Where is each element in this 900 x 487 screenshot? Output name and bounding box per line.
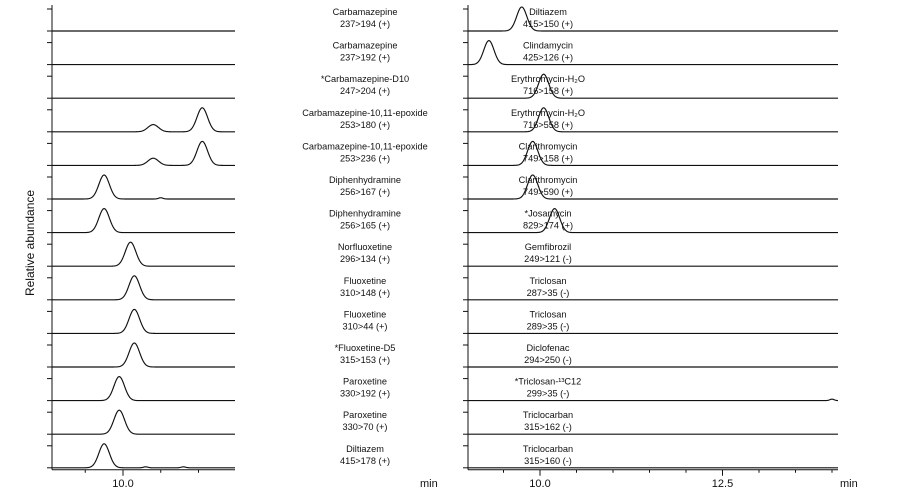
transition-label: 249>121 (-) — [524, 254, 572, 265]
right-panel — [463, 5, 858, 487]
compound-label: Erythromycin-H₂O — [510, 74, 586, 85]
transition-label: 256>165 (+) — [339, 220, 391, 231]
compound-label: Triclosan — [529, 309, 567, 320]
transition-label: 247>204 (+) — [339, 86, 391, 97]
compound-label: Norfluoxetine — [337, 242, 393, 253]
compound-label: Triclosan — [529, 275, 567, 286]
transition-label: 294>250 (-) — [524, 355, 572, 365]
transition-label: 287>35 (-) — [526, 287, 570, 298]
chromatogram-trace — [52, 444, 235, 468]
compound-label: Clarithromycin — [518, 141, 578, 152]
compound-label: Clindamycin — [522, 40, 574, 51]
transition-label: 716>158 (+) — [522, 86, 574, 97]
x-tick-label: 10.0 — [529, 477, 551, 487]
chromatogram-trace — [52, 108, 235, 132]
transition-label: 237>194 (+) — [339, 19, 391, 29]
compound-label: Clarithromycin — [518, 175, 578, 185]
compound-label: *Carbamazepine-D10 — [320, 74, 410, 85]
transition-label: 330>192 (+) — [339, 388, 391, 399]
transition-label: 296>134 (+) — [339, 254, 391, 265]
transition-label: 256>167 (+) — [339, 187, 391, 197]
transition-label: 310>148 (+) — [339, 287, 391, 298]
compound-label: Triclocarban — [522, 443, 574, 454]
compound-label: Diltiazem — [346, 443, 384, 454]
compound-label: Diphenhydramine — [328, 175, 402, 185]
x-axis-unit-label: min — [840, 477, 858, 487]
transition-label: 425>126 (+) — [522, 52, 574, 63]
transition-label: 749>590 (+) — [522, 187, 574, 197]
chromatogram-trace — [52, 410, 235, 434]
compound-label: Diclofenac — [526, 343, 570, 353]
chromatogram-trace — [52, 343, 235, 367]
transition-label: 253>180 (+) — [339, 119, 391, 130]
compound-label: *Triclosan-¹³C12 — [514, 376, 582, 387]
compound-label: Carbamazepine — [332, 7, 398, 17]
chromatogram-trace — [52, 242, 235, 266]
transition-label: 315>162 (-) — [524, 422, 572, 433]
transition-label: 315>153 (+) — [339, 355, 391, 365]
transition-label: 253>236 (+) — [339, 153, 391, 164]
compound-label: Diltiazem — [529, 7, 567, 17]
x-axis-unit-label: min — [420, 477, 438, 487]
chromatogram-trace — [52, 141, 235, 165]
chromatogram-trace — [52, 377, 235, 401]
transition-label: 310>44 (+) — [342, 321, 388, 332]
x-tick-label: 12.5 — [711, 477, 734, 487]
compound-label: Carbamazepine-10,11-epoxide — [302, 107, 428, 118]
compound-label: *Fluoxetine-D5 — [334, 343, 396, 353]
transition-label: 330>70 (+) — [342, 422, 388, 433]
transition-label: 415>150 (+) — [522, 19, 574, 29]
compound-label: Diphenhydramine — [328, 208, 402, 219]
chromatogram-trace — [52, 175, 235, 199]
compound-label: Erythromycin-H₂O — [510, 107, 586, 118]
compound-label: Paroxetine — [343, 410, 387, 421]
transition-label: 716>558 (+) — [522, 119, 574, 130]
compound-label: *Josamycin — [524, 208, 572, 219]
compound-label: Fluoxetine — [343, 309, 387, 320]
transition-label: 749>158 (+) — [522, 153, 574, 164]
transition-label: 237>192 (+) — [339, 52, 391, 63]
compound-label: Triclocarban — [522, 410, 574, 421]
chromatogram-trace — [52, 309, 235, 333]
transition-label: 299>35 (-) — [526, 388, 570, 399]
compound-label: Fluoxetine — [343, 275, 387, 286]
chromatogram-trace — [52, 209, 235, 233]
chromatogram-trace — [52, 276, 235, 300]
x-tick-label: 10.0 — [112, 477, 134, 487]
compound-label: Carbamazepine-10,11-epoxide — [302, 141, 428, 152]
transition-label: 315>160 (-) — [524, 455, 572, 466]
transition-label: 829>174 (+) — [522, 220, 574, 231]
transition-label: 415>178 (+) — [339, 455, 391, 466]
y-axis-label: Relative abundance — [23, 189, 37, 297]
left-panel — [47, 5, 438, 487]
compound-label: Gemfibrozil — [524, 242, 572, 253]
compound-label: Carbamazepine — [332, 40, 398, 51]
compound-label: Paroxetine — [343, 376, 387, 387]
transition-label: 289>35 (-) — [526, 321, 570, 332]
chromatogram-trace — [468, 399, 838, 400]
